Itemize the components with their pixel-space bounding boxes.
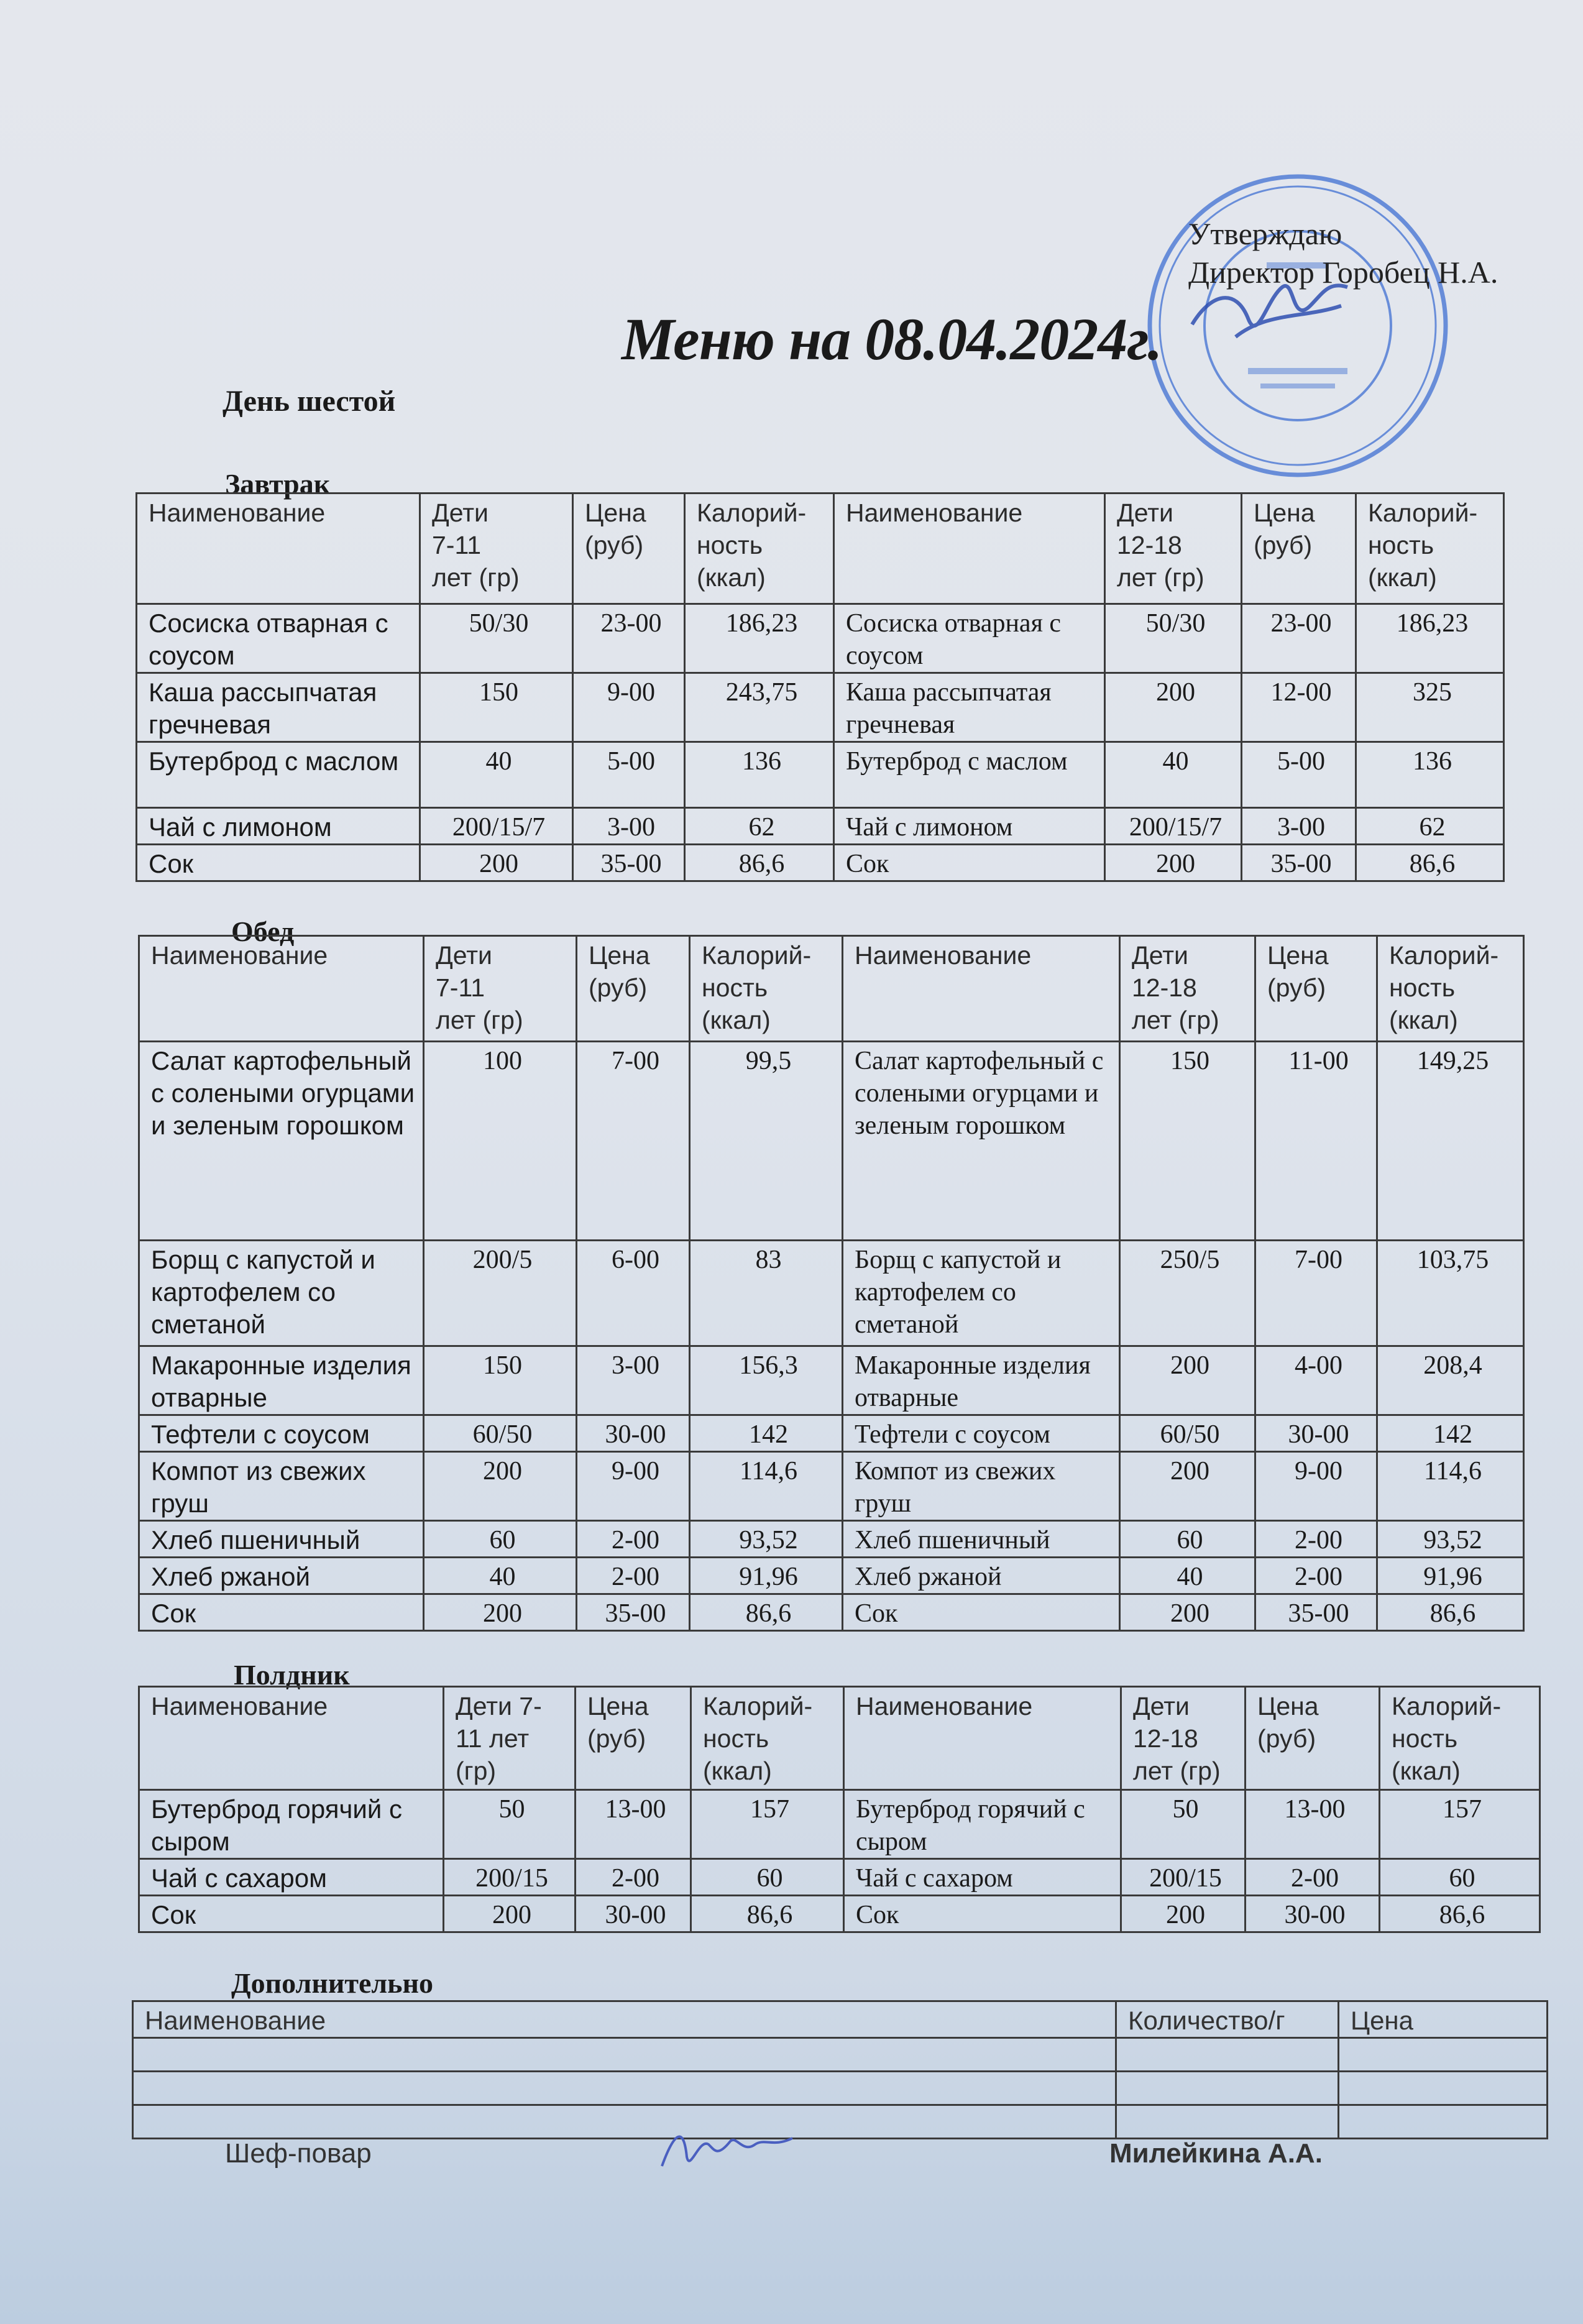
dish-name: Бутерброд горячий с сыром (139, 1790, 444, 1859)
dish-name-older: Сок (844, 1896, 1121, 1932)
dish-name: Компот из свежих груш (139, 1452, 424, 1521)
table-row (137, 604, 1504, 673)
portion-young: 200 (444, 1896, 576, 1932)
snack-table (138, 1686, 1541, 1933)
calories-young: 86,6 (691, 1896, 844, 1932)
price-young: 2-00 (577, 1558, 690, 1594)
portion-older: 60 (1120, 1521, 1255, 1558)
calories-older: 186,23 (1356, 604, 1504, 673)
calories-young: 114,6 (690, 1452, 843, 1521)
calories-older: 91,96 (1377, 1558, 1524, 1594)
header-price: Цена (руб) (577, 936, 690, 1042)
portion-young: 40 (420, 742, 573, 808)
table-row (139, 1452, 1524, 1521)
header-calories-2: Калорий- ность (ккал) (1356, 494, 1504, 604)
header-kids-young: Дети 7-11 лет (гр) (424, 936, 577, 1042)
chef-signature (656, 2120, 799, 2175)
header-calories-2: Калорий- ность (ккал) (1380, 1687, 1540, 1790)
portion-young: 150 (420, 673, 573, 742)
dish-name: Салат картофельный с солеными огурцами и зеленым горошком (139, 1042, 424, 1241)
price-young: 2-00 (576, 1859, 691, 1896)
calories-young: 91,96 (690, 1558, 843, 1594)
price-older: 35-00 (1242, 845, 1356, 881)
price-older: 30-00 (1255, 1415, 1377, 1452)
portion-older: 40 (1105, 742, 1242, 808)
price-young: 3-00 (573, 808, 685, 845)
header-kids-old: Дети 12-18 лет (гр) (1120, 936, 1255, 1042)
table-row (139, 1859, 1540, 1896)
dish-name: Тефтели с соусом (139, 1415, 424, 1452)
price-young: 13-00 (576, 1790, 691, 1859)
extra-label: Дополнительно (231, 1967, 434, 1999)
calories-older: 93,52 (1377, 1521, 1524, 1558)
calories-older: 325 (1356, 673, 1504, 742)
price-older: 13-00 (1246, 1790, 1380, 1859)
price-young: 2-00 (577, 1521, 690, 1558)
header-calories: Калорий- ность (ккал) (685, 494, 834, 604)
table-row (139, 1521, 1524, 1558)
approval-line-2: Директор Горобец Н.А. (1188, 255, 1498, 290)
calories-young: 86,6 (685, 845, 834, 881)
table-row (139, 1790, 1540, 1859)
official-seal-stamp (1142, 163, 1453, 486)
portion-young: 200 (420, 845, 573, 881)
header-name-2: Наименование (844, 1687, 1121, 1790)
calories-young: 142 (690, 1415, 843, 1452)
lunch-table (138, 935, 1525, 1632)
breakfast-header-row (137, 494, 1504, 604)
table-row (139, 1896, 1540, 1932)
extra-empty-row (133, 2105, 1548, 2139)
calories-older: 114,6 (1377, 1452, 1524, 1521)
dish-name: Макаронные изделия отварные (139, 1346, 424, 1415)
dish-name-older: Каша рассыпчатая гречневая (834, 673, 1105, 742)
dish-name-older: Бутерброд горячий с сыром (844, 1790, 1121, 1859)
price-young: 30-00 (577, 1415, 690, 1452)
portion-young: 50 (444, 1790, 576, 1859)
table-row (139, 1042, 1524, 1241)
calories-young: 136 (685, 742, 834, 808)
extra-table (132, 2000, 1548, 2139)
price-older: 11-00 (1255, 1042, 1377, 1241)
price-older: 3-00 (1242, 808, 1356, 845)
price-young: 6-00 (577, 1241, 690, 1346)
page-title: Меню на 08.04.2024г. (622, 306, 1162, 372)
dish-name: Чай с лимоном (137, 808, 420, 845)
day-label: День шестой (223, 385, 396, 418)
approval-line-1: Утверждаю (1188, 216, 1342, 251)
price-older: 5-00 (1242, 742, 1356, 808)
calories-young: 186,23 (685, 604, 834, 673)
price-older: 2-00 (1246, 1859, 1380, 1896)
dish-name: Бутерброд с маслом (137, 742, 420, 808)
breakfast-table (135, 492, 1505, 882)
portion-young: 200/15 (444, 1859, 576, 1896)
dish-name: Хлеб ржаной (139, 1558, 424, 1594)
header-name-2: Наименование (843, 936, 1120, 1042)
dish-name: Борщ с капустой и картофелем со сметаной (139, 1241, 424, 1346)
table-row (139, 1346, 1524, 1415)
portion-older: 200/15 (1121, 1859, 1246, 1896)
calories-older: 86,6 (1380, 1896, 1540, 1932)
header-price-2: Цена (руб) (1246, 1687, 1380, 1790)
calories-older: 60 (1380, 1859, 1540, 1896)
dish-name: Сок (139, 1896, 444, 1932)
portion-older: 40 (1120, 1558, 1255, 1594)
portion-older: 200 (1105, 673, 1242, 742)
table-row (137, 742, 1504, 808)
calories-older: 103,75 (1377, 1241, 1524, 1346)
dish-name-older: Компот из свежих груш (843, 1452, 1120, 1521)
dish-name: Сосиска отварная с соусом (137, 604, 420, 673)
header-price-2: Цена (руб) (1255, 936, 1377, 1042)
calories-older: 208,4 (1377, 1346, 1524, 1415)
dish-name-older: Хлеб ржаной (843, 1558, 1120, 1594)
header-name: Наименование (139, 936, 424, 1042)
dish-name-older: Чай с лимоном (834, 808, 1105, 845)
portion-young: 150 (424, 1346, 577, 1415)
header-kids-young: Дети 7- 11 лет (гр) (444, 1687, 576, 1790)
header-name-2: Наименование (834, 494, 1105, 604)
header-price: Цена (руб) (573, 494, 685, 604)
lunch-label: Обед (231, 916, 295, 947)
portion-young: 200/5 (424, 1241, 577, 1346)
calories-young: 62 (685, 808, 834, 845)
price-older: 4-00 (1255, 1346, 1377, 1415)
snack-label: Полдник (234, 1659, 350, 1691)
chef-name: Милейкина А.А. (1109, 2138, 1323, 2169)
dish-name-older: Сок (843, 1594, 1120, 1631)
dish-name-older: Чай с сахаром (844, 1859, 1121, 1896)
portion-young: 200 (424, 1452, 577, 1521)
portion-older: 200 (1120, 1452, 1255, 1521)
price-young: 9-00 (577, 1452, 690, 1521)
calories-young: 157 (691, 1790, 844, 1859)
calories-young: 156,3 (690, 1346, 843, 1415)
price-young: 35-00 (577, 1594, 690, 1631)
portion-young: 40 (424, 1558, 577, 1594)
table-row (139, 1558, 1524, 1594)
extra-empty-row (133, 2072, 1548, 2105)
portion-older: 200 (1120, 1346, 1255, 1415)
calories-older: 86,6 (1356, 845, 1504, 881)
table-row (139, 1415, 1524, 1452)
price-young: 35-00 (573, 845, 685, 881)
snack-header-row (139, 1687, 1540, 1790)
extra-header-name: Наименование (133, 2001, 1116, 2038)
table-row (137, 845, 1504, 881)
calories-young: 243,75 (685, 673, 834, 742)
header-calories: Калорий- ность (ккал) (690, 936, 843, 1042)
chef-label: Шеф-повар (225, 2138, 372, 2169)
portion-older: 60/50 (1120, 1415, 1255, 1452)
dish-name-older: Сок (834, 845, 1105, 881)
dish-name-older: Хлеб пшеничный (843, 1521, 1120, 1558)
price-older: 2-00 (1255, 1521, 1377, 1558)
calories-older: 86,6 (1377, 1594, 1524, 1631)
portion-young: 200/15/7 (420, 808, 573, 845)
price-older: 2-00 (1255, 1558, 1377, 1594)
header-kids-old: Дети 12-18 лет (гр) (1105, 494, 1242, 604)
header-name: Наименование (137, 494, 420, 604)
price-older: 9-00 (1255, 1452, 1377, 1521)
header-price: Цена (руб) (576, 1687, 691, 1790)
portion-young: 60/50 (424, 1415, 577, 1452)
portion-older: 200 (1120, 1594, 1255, 1631)
lunch-header-row (139, 936, 1524, 1042)
dish-name: Сок (137, 845, 420, 881)
header-calories-2: Калорий- ность (ккал) (1377, 936, 1524, 1042)
dish-name-older: Макаронные изделия отварные (843, 1346, 1120, 1415)
portion-young: 50/30 (420, 604, 573, 673)
price-older: 35-00 (1255, 1594, 1377, 1631)
price-older: 23-00 (1242, 604, 1356, 673)
header-name: Наименование (139, 1687, 444, 1790)
calories-older: 157 (1380, 1790, 1540, 1859)
header-calories: Калорий- ность (ккал) (691, 1687, 844, 1790)
calories-young: 60 (691, 1859, 844, 1896)
portion-young: 100 (424, 1042, 577, 1241)
portion-older: 50/30 (1105, 604, 1242, 673)
table-row (137, 808, 1504, 845)
price-young: 5-00 (573, 742, 685, 808)
calories-young: 86,6 (690, 1594, 843, 1631)
portion-older: 200 (1121, 1896, 1246, 1932)
calories-young: 93,52 (690, 1521, 843, 1558)
price-young: 9-00 (573, 673, 685, 742)
dish-name-older: Тефтели с соусом (843, 1415, 1120, 1452)
price-young: 30-00 (576, 1896, 691, 1932)
header-kids-old: Дети 12-18 лет (гр) (1121, 1687, 1246, 1790)
header-price-2: Цена (руб) (1242, 494, 1356, 604)
price-older: 30-00 (1246, 1896, 1380, 1932)
extra-header-qty: Количество/г (1116, 2001, 1339, 2038)
dish-name: Чай с сахаром (139, 1859, 444, 1896)
portion-older: 150 (1120, 1042, 1255, 1241)
price-young: 23-00 (573, 604, 685, 673)
price-young: 7-00 (577, 1042, 690, 1241)
dish-name-older: Сосиска отварная с соусом (834, 604, 1105, 673)
portion-older: 200 (1105, 845, 1242, 881)
calories-older: 142 (1377, 1415, 1524, 1452)
calories-young: 83 (690, 1241, 843, 1346)
dish-name-older: Салат картофельный с солеными огурцами и зеленым горошком (843, 1042, 1120, 1241)
approval-block (1188, 214, 1498, 292)
portion-older: 50 (1121, 1790, 1246, 1859)
extra-header-price: Цена (1339, 2001, 1548, 2038)
portion-older: 250/5 (1120, 1241, 1255, 1346)
calories-older: 136 (1356, 742, 1504, 808)
table-row (137, 673, 1504, 742)
extra-empty-row (133, 2038, 1548, 2072)
breakfast-label: Завтрак (225, 468, 331, 500)
dish-name: Сок (139, 1594, 424, 1631)
header-kids-young: Дети 7-11 лет (гр) (420, 494, 573, 604)
portion-young: 200 (424, 1594, 577, 1631)
calories-young: 99,5 (690, 1042, 843, 1241)
portion-young: 60 (424, 1521, 577, 1558)
price-older: 12-00 (1242, 673, 1356, 742)
table-row (139, 1241, 1524, 1346)
calories-older: 149,25 (1377, 1042, 1524, 1241)
dish-name-older: Бутерброд с маслом (834, 742, 1105, 808)
calories-older: 62 (1356, 808, 1504, 845)
table-row (139, 1594, 1524, 1631)
portion-older: 200/15/7 (1105, 808, 1242, 845)
dish-name: Каша рассыпчатая гречневая (137, 673, 420, 742)
price-older: 7-00 (1255, 1241, 1377, 1346)
dish-name-older: Борщ с капустой и картофелем со сметаной (843, 1241, 1120, 1346)
dish-name: Хлеб пшеничный (139, 1521, 424, 1558)
price-young: 3-00 (577, 1346, 690, 1415)
